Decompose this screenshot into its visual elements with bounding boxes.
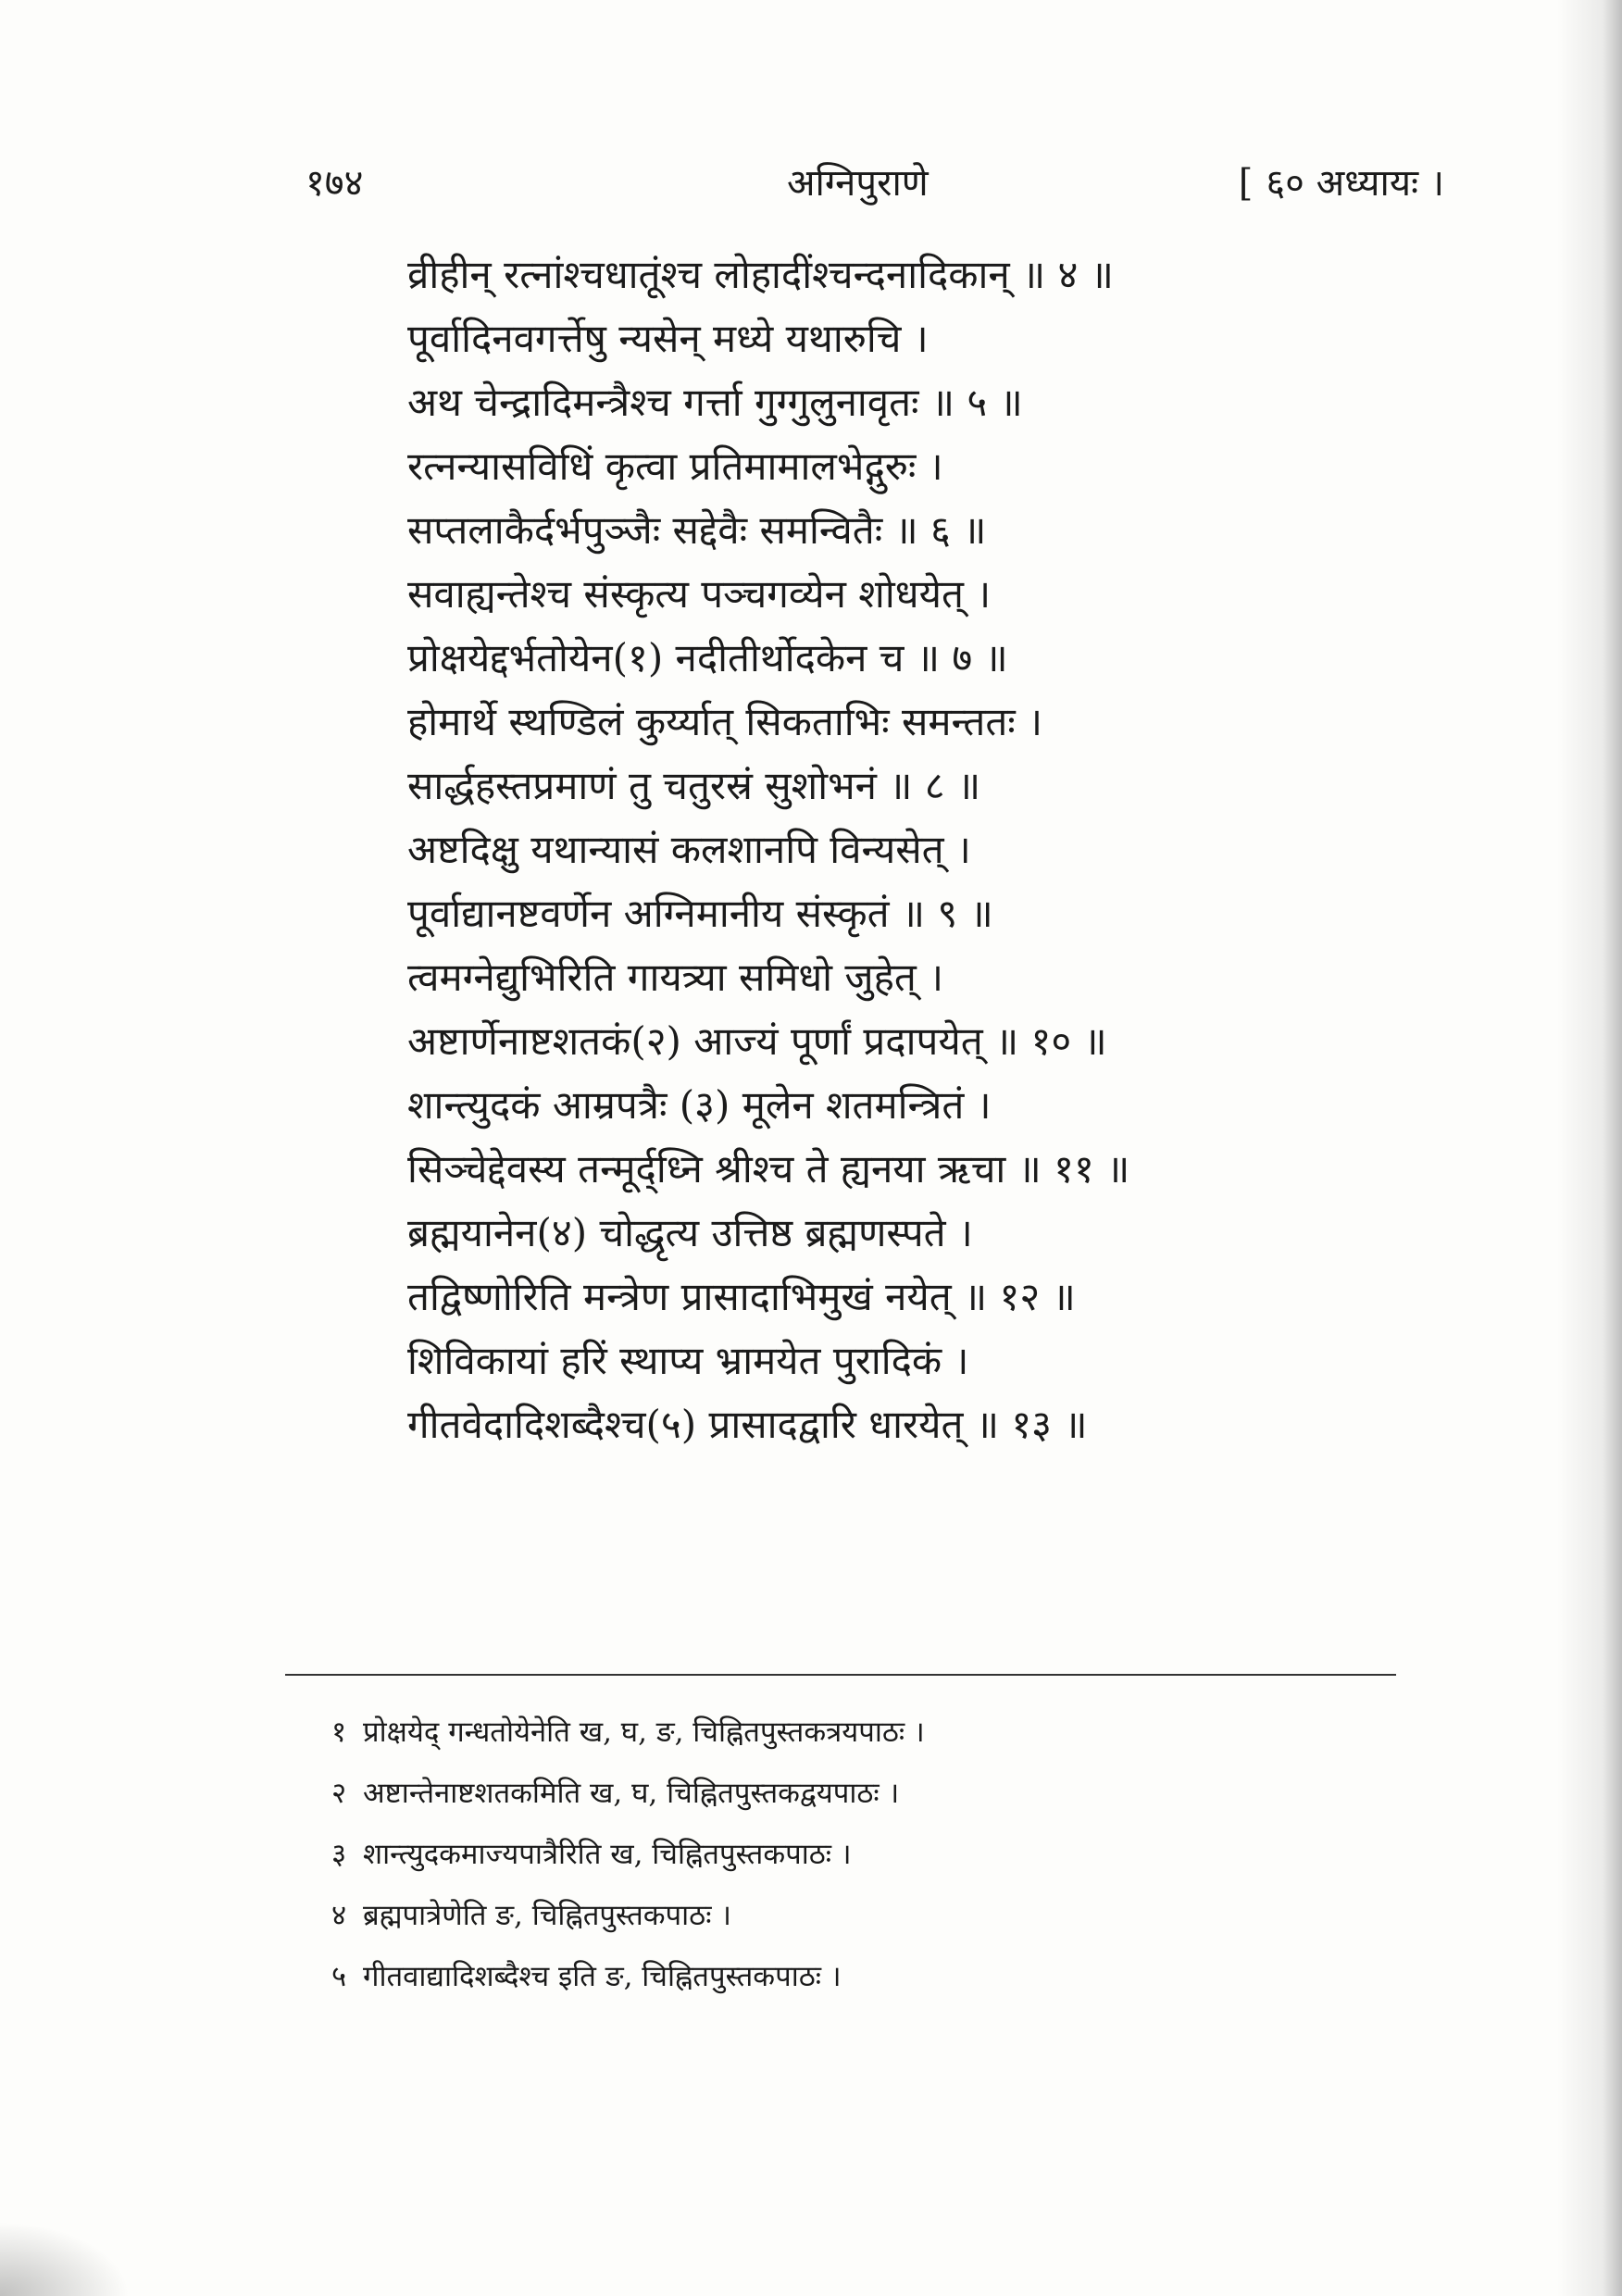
footnote-text: अष्टान्तेनाष्टशतकमिति ख, घ, चिह्नितपुस्तकद्वयपाठः ।	[363, 1777, 900, 1810]
verse-line: सप्तलाकैर्दर्भपुञ्जैः सद्देवैः समन्वितैः ॥ ६ ॥	[407, 507, 987, 553]
verse-line: पूर्वाद्यानष्टवर्णेन अग्निमानीय संस्कृतं ॥ ९ ॥	[407, 891, 993, 936]
verse-line: पूर्वादिनवगर्त्तेषु न्यसेन् मध्ये यथारुचि ।	[407, 316, 929, 361]
verse-line: अष्टदिक्षु यथान्यासं कलशानपि विन्यसेत् ।	[407, 827, 971, 872]
verse-line: त्वमग्नेद्युभिरिति गायत्र्या समिधो जुहेत् ।	[407, 955, 944, 1000]
verse-line: होमार्थे स्थण्डिलं कुर्य्यात् सिकताभिः समन्ततः ।	[407, 699, 1043, 744]
chapter-label	[1239, 156, 1444, 206]
chapter-text: ६० अध्यायः ।	[1266, 162, 1444, 205]
footnote-number: ५	[331, 1960, 347, 1993]
footnote	[331, 1946, 1396, 2007]
verse-line: रत्नन्यासविधिं कृत्वा प्रतिमामालभेद्गुरुः ।	[407, 443, 943, 489]
verse-line: सिञ्चेद्देवस्य तन्मूर्द्ध्नि श्रीश्च ते ह्यनया ऋचा ॥ ११ ॥	[407, 1146, 1130, 1192]
footnote-text: ब्रह्मपात्रेणेति ङ, चिह्नितपुस्तकपाठः ।	[363, 1899, 732, 1932]
page-number: १७४	[306, 162, 364, 205]
running-title: अग्निपुराणे	[787, 162, 929, 205]
footnote	[331, 1885, 1396, 1946]
verse-line: अथ चेन्द्रादिमन्त्रैश्च गर्त्ता गुग्गुलुनावृतः ॥ ५ ॥	[407, 380, 1023, 425]
verse-line: गीतवेदादिशब्दैश्च(५) प्रासादद्वारि धारयेत् ॥ १३ ॥	[407, 1402, 1088, 1447]
scan-corner-shadow	[0, 2222, 130, 2296]
footnote	[331, 1702, 1396, 1763]
chapter-bracket: [	[1238, 162, 1254, 205]
footnote	[331, 1824, 1396, 1885]
verse-line: प्रोक्षयेद्दर्भतोयेन(१) नदीतीर्थोदकेन च ॥ ७ ॥	[407, 635, 1008, 680]
footnote-divider	[285, 1674, 1396, 1676]
scan-edge-shadow	[1557, 0, 1622, 2296]
verse-line: सवाह्यन्तेश्च संस्कृत्य पञ्चगव्येन शोधयेत् ।	[407, 571, 992, 617]
footnote	[331, 1763, 1396, 1824]
verse-line: शिविकायां हरिं स्थाप्य भ्रामयेत पुरादिकं ।	[407, 1338, 969, 1383]
footnotes	[331, 1702, 1396, 2007]
verse-line: सार्द्धहस्तप्रमाणं तु चतुरस्रं सुशोभनं ॥ ८ ॥	[407, 763, 981, 808]
verse-line: शान्त्युदकं आम्रपत्रैः (३) मूलेन शतमन्त्रितं ।	[407, 1082, 992, 1128]
footnote-number: ४	[331, 1899, 347, 1932]
verse-line: तद्विष्णोरिति मन्त्रेण प्रासादाभिमुखं नयेत् ॥ १२ ॥	[407, 1274, 1076, 1319]
footnote-text: गीतवाद्यादिशब्दैश्च इति ङ, चिह्नितपुस्तकपाठः ।	[363, 1960, 842, 1993]
verse-line: ब्रह्मयानेन(४) चोद्धृत्य उत्तिष्ठ ब्रह्मणस्पते ।	[407, 1210, 973, 1255]
footnote-text: प्रोक्षयेद् गन्धतोयेनेति ख, घ, ङ, चिह्नितपुस्तकत्रयपाठः ।	[363, 1716, 925, 1749]
footnote-text: शान्त्युदकमाज्यपात्रैरिति ख, चिह्नितपुस्तकपाठः ।	[363, 1838, 852, 1871]
footnote-number: १	[331, 1716, 347, 1749]
verse-line: अष्टार्णेनाष्टशतकं(२) आज्यं पूर्णां प्रदापयेत् ॥ १० ॥	[407, 1018, 1107, 1064]
footnote-number: ३	[331, 1838, 347, 1871]
footnote-number: २	[331, 1777, 347, 1810]
verse-line: व्रीहीन् रत्नांश्चधातूंश्च लोहादींश्चन्दनादिकान् ॥ ४ ॥	[407, 252, 1114, 297]
verse-block	[407, 243, 1333, 1456]
page-header	[306, 156, 1444, 220]
